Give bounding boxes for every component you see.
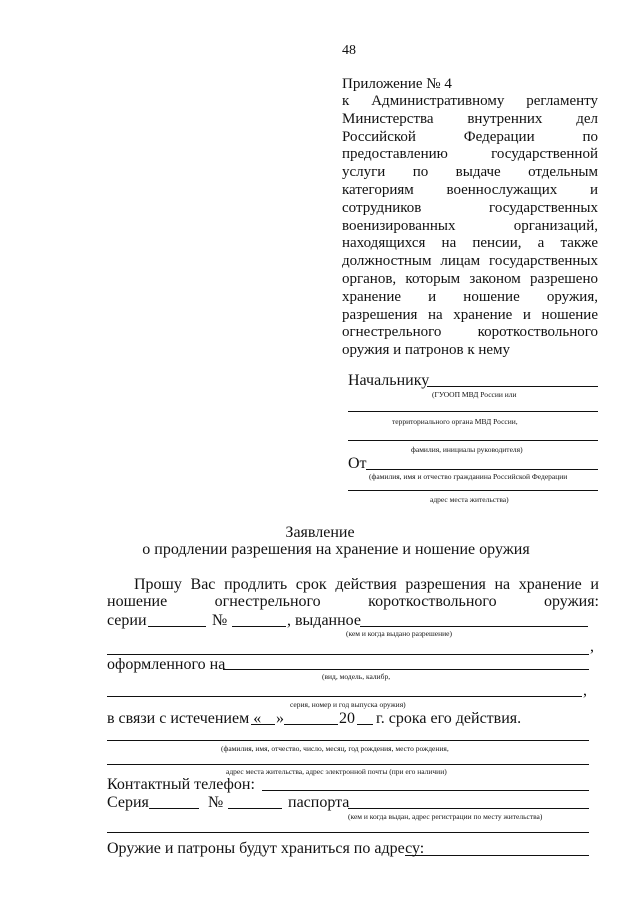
- passport-continuation[interactable]: [107, 832, 589, 833]
- caption-weapon: (вид, модель, калибр,: [322, 672, 391, 681]
- storage-label: Оружие и патроны будут храниться по адресу:: [107, 840, 425, 857]
- weapon-field[interactable]: [223, 669, 589, 670]
- caption-territorial: территориального органа МВД России,: [392, 417, 518, 426]
- phone-label: Контактный телефон:: [107, 776, 255, 793]
- passport-series-label: Серия: [107, 794, 149, 811]
- passport-series-field[interactable]: [149, 808, 199, 809]
- territorial-line[interactable]: [348, 411, 598, 412]
- expiry-prefix: в связи с истечением «: [107, 710, 262, 727]
- series-field[interactable]: [148, 626, 206, 627]
- statement-title: Заявление: [285, 524, 355, 541]
- issued-field[interactable]: [360, 626, 588, 627]
- appendix-line: оружия и патронов к нему: [342, 342, 511, 359]
- appendix-line: сотрудников государственных: [342, 199, 598, 216]
- caption-address: адрес места жительства): [430, 495, 509, 504]
- statement-subtitle: о продлении разрешения на хранение и ношение оружия: [142, 541, 530, 558]
- expiry-quote-close: »: [276, 710, 284, 727]
- expiry-month-field[interactable]: [284, 724, 338, 725]
- series-label: серии: [107, 612, 147, 629]
- appendix-line: разрешения на хранение и ношение: [342, 306, 598, 323]
- from-label: От: [348, 455, 367, 472]
- appendix-line: огнестрельного короткоствольного: [342, 324, 598, 341]
- passport-number-field[interactable]: [228, 808, 282, 809]
- storage-field[interactable]: [405, 855, 589, 856]
- expiry-day-field[interactable]: [251, 724, 275, 725]
- head-line[interactable]: [348, 440, 598, 441]
- expiry-year-field[interactable]: [357, 724, 373, 725]
- caption-person: (фамилия, имя, отчество, число, месяц, год рождения, место рождения,: [221, 744, 449, 753]
- appendix-line: находящихся на пенсии, а также: [342, 235, 598, 252]
- expiry-year-prefix: 20: [339, 710, 355, 727]
- caption-citizen: (фамилия, имя и отчество гражданина Российской Федерации: [369, 472, 568, 481]
- caption-head: фамилия, инициалы руководителя): [411, 445, 523, 454]
- appendix-line: военизированных организаций,: [342, 217, 598, 234]
- request-line-2: ношение огнестрельного короткоствольного оружия:: [107, 593, 599, 610]
- appendix-line: предоставлению государственной: [342, 146, 598, 163]
- passport-number-label: №: [208, 794, 224, 811]
- issued-label: , выданное: [287, 612, 361, 629]
- caption-issued: (кем и когда выдано разрешение): [346, 629, 452, 638]
- phone-field[interactable]: [262, 790, 589, 791]
- comma-1: ,: [590, 638, 594, 655]
- appendix-line: должностным лицам государственных: [342, 253, 598, 270]
- appendix-line: категориям военнослужащих и: [342, 182, 598, 198]
- residence-field[interactable]: [107, 764, 589, 765]
- caption-passport: (кем и когда выдан, адрес регистрации по месту жительства): [348, 812, 543, 821]
- appendix-title: Приложение № 4: [342, 76, 452, 92]
- passport-issued-field[interactable]: [348, 808, 589, 809]
- appendix-line: к Административному регламенту: [342, 93, 598, 109]
- appendix-line: органов, которым законом разрешено: [342, 271, 598, 287]
- issued-continuation[interactable]: [107, 654, 589, 655]
- appendix-line: хранение и ношение оружия,: [342, 288, 598, 305]
- person-field[interactable]: [107, 740, 589, 741]
- caption-ministry: (ГУООП МВД России или: [432, 390, 517, 399]
- formalized-label: оформленного на: [107, 656, 226, 673]
- appendix-line: Российской Федерации по: [342, 128, 598, 145]
- appendix-line: услуги по выдаче отдельным: [342, 164, 598, 181]
- expiry-suffix: г. срока его действия.: [376, 710, 522, 727]
- from-line[interactable]: [366, 469, 598, 470]
- page-number: 48: [342, 43, 356, 58]
- appendix-line: Министерства внутренних дел: [342, 110, 598, 127]
- number-label: №: [212, 612, 228, 629]
- comma-2: ,: [583, 682, 587, 699]
- caption-series: серия, номер и год выпуска оружия): [290, 700, 406, 709]
- request-line-1: Прошу Вас продлить срок действия разрешения на хранение и: [134, 576, 599, 593]
- series-number-field[interactable]: [107, 696, 582, 697]
- number-field[interactable]: [232, 626, 286, 627]
- address-line[interactable]: [348, 490, 598, 491]
- caption-residence: адрес места жительства, адрес электронной почты (при его наличии): [226, 767, 447, 776]
- chief-label: Начальнику: [348, 372, 430, 389]
- chief-line[interactable]: [427, 386, 598, 387]
- passport-label: паспорта: [288, 794, 350, 811]
